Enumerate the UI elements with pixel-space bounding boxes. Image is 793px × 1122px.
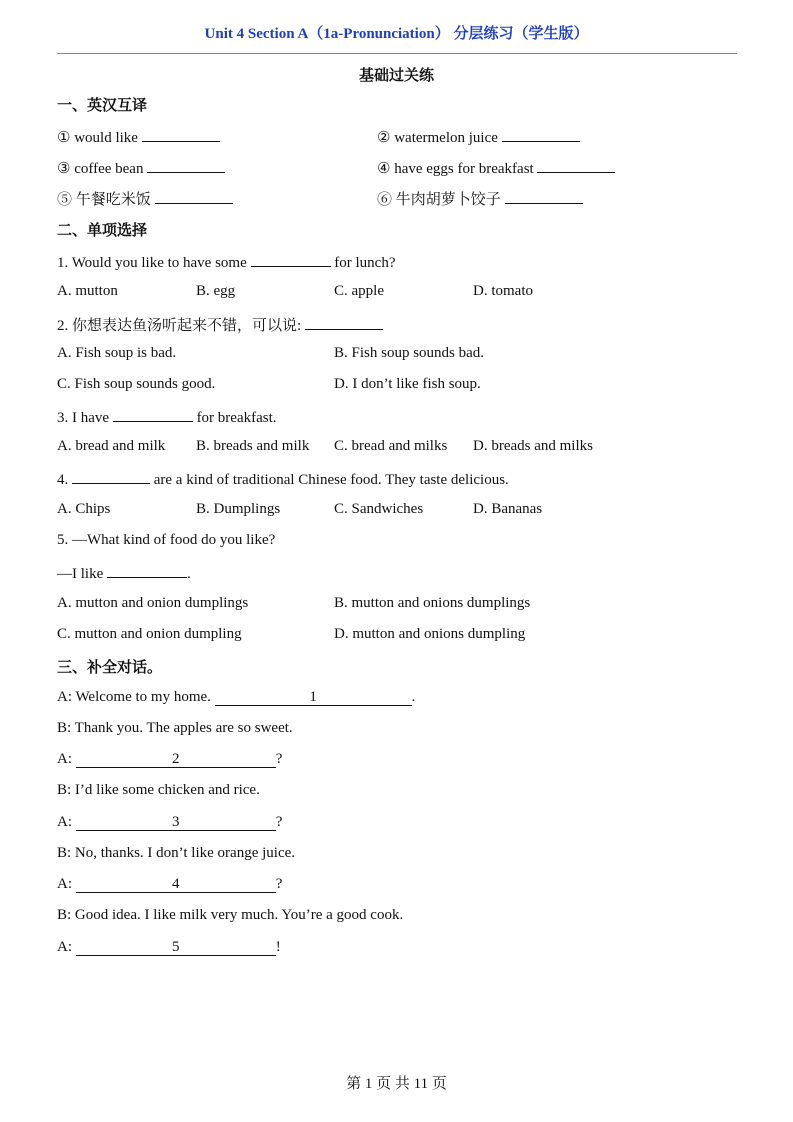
q3-option-c[interactable]: C. bread and milks (334, 438, 448, 454)
answer-blank[interactable] (505, 189, 583, 204)
question-5: 5. —What kind of food do you like? (57, 532, 276, 548)
page-footer: 第 1 页 共 11 页 (346, 1076, 447, 1092)
question-3: 3. I have for breakfast. (57, 407, 277, 427)
question-4: 4. are a kind of traditional Chinese food. They taste delicious. (57, 469, 509, 489)
q5-option-a[interactable]: A. mutton and onion dumplings (57, 595, 249, 611)
section-heading-1: 一、英汉互译 (57, 98, 148, 114)
q4-option-a[interactable]: A. Chips (57, 501, 111, 517)
dialogue-line-8: B: Good idea. I like milk very much. You’re a good cook. (57, 907, 404, 923)
translation-item-2: ② watermelon juice (377, 127, 580, 147)
section-heading-3: 三、补全对话。 (57, 660, 163, 676)
q2-option-c[interactable]: C. Fish soup sounds good. (57, 376, 216, 392)
dialogue-line-5: A: 3 ? (57, 814, 283, 830)
dialogue-blank-2[interactable]: 2 (76, 751, 276, 768)
dialogue-blank-4[interactable]: 4 (76, 876, 276, 893)
answer-blank[interactable] (72, 469, 150, 484)
dialogue-line-6: B: No, thanks. I don’t like orange juice. (57, 845, 296, 861)
q5-option-b[interactable]: B. mutton and onions dumplings (334, 595, 531, 611)
section-heading-2: 二、单项选择 (57, 223, 148, 239)
dialogue-line-7: A: 4 ? (57, 876, 283, 892)
document-header: Unit 4 Section A（1a-Pronunciation） 分层练习（学生版） (204, 26, 589, 42)
dialogue-blank-5[interactable]: 5 (76, 939, 276, 956)
q2-option-b[interactable]: B. Fish soup sounds bad. (334, 345, 485, 361)
q1-option-c[interactable]: C. apple (334, 283, 384, 299)
q4-option-d[interactable]: D. Bananas (473, 501, 543, 517)
dialogue-line-2: B: Thank you. The apples are so sweet. (57, 720, 293, 736)
q3-option-a[interactable]: A. bread and milk (57, 438, 166, 454)
dialogue-line-9: A: 5 ! (57, 939, 281, 955)
question-2: 2. 你想表达鱼汤听起来不错，可以说: (57, 314, 383, 335)
q1-option-d[interactable]: D. tomato (473, 283, 533, 299)
translation-item-6: ⑥ 牛肉胡萝卜饺子 (377, 188, 583, 209)
q3-option-b[interactable]: B. breads and milk (196, 438, 310, 454)
answer-blank[interactable] (305, 315, 383, 330)
translation-item-3: ③ coffee bean (57, 158, 225, 178)
q2-option-a[interactable]: A. Fish soup is bad. (57, 345, 177, 361)
dialogue-line-4: B: I’d like some chicken and rice. (57, 782, 260, 798)
answer-blank[interactable] (147, 158, 225, 173)
answer-blank[interactable] (113, 407, 193, 422)
answer-blank[interactable] (502, 127, 580, 142)
dialogue-blank-3[interactable]: 3 (76, 814, 276, 831)
page-title: 基础过关练 (358, 68, 434, 84)
q2-option-d[interactable]: D. I don’t like fish soup. (334, 376, 481, 392)
translation-item-5: ⑤ 午餐吃米饭 (57, 188, 233, 209)
translation-item-4: ④ have eggs for breakfast (377, 158, 615, 178)
question-1: 1. Would you like to have some for lunch? (57, 252, 395, 272)
answer-blank[interactable] (537, 158, 615, 173)
q1-option-b[interactable]: B. egg (196, 283, 236, 299)
translation-item-1: ① would like (57, 127, 220, 147)
dialogue-blank-1[interactable]: 1 (215, 689, 412, 706)
answer-blank[interactable] (142, 127, 220, 142)
q5-option-d[interactable]: D. mutton and onions dumpling (334, 626, 526, 642)
q4-option-c[interactable]: C. Sandwiches (334, 501, 424, 517)
q5-option-c[interactable]: C. mutton and onion dumpling (57, 626, 242, 642)
answer-blank[interactable] (251, 252, 331, 267)
answer-blank[interactable] (107, 563, 187, 578)
answer-blank[interactable] (155, 189, 233, 204)
header-rule (57, 53, 737, 54)
question-5-reply: —I like . (57, 563, 191, 583)
q4-option-b[interactable]: B. Dumplings (196, 501, 281, 517)
dialogue-line-3: A: 2 ? (57, 751, 283, 767)
q1-option-a[interactable]: A. mutton (57, 283, 118, 299)
q3-option-d[interactable]: D. breads and milks (473, 438, 593, 454)
dialogue-line-1: A: Welcome to my home. 1 . (57, 689, 416, 705)
